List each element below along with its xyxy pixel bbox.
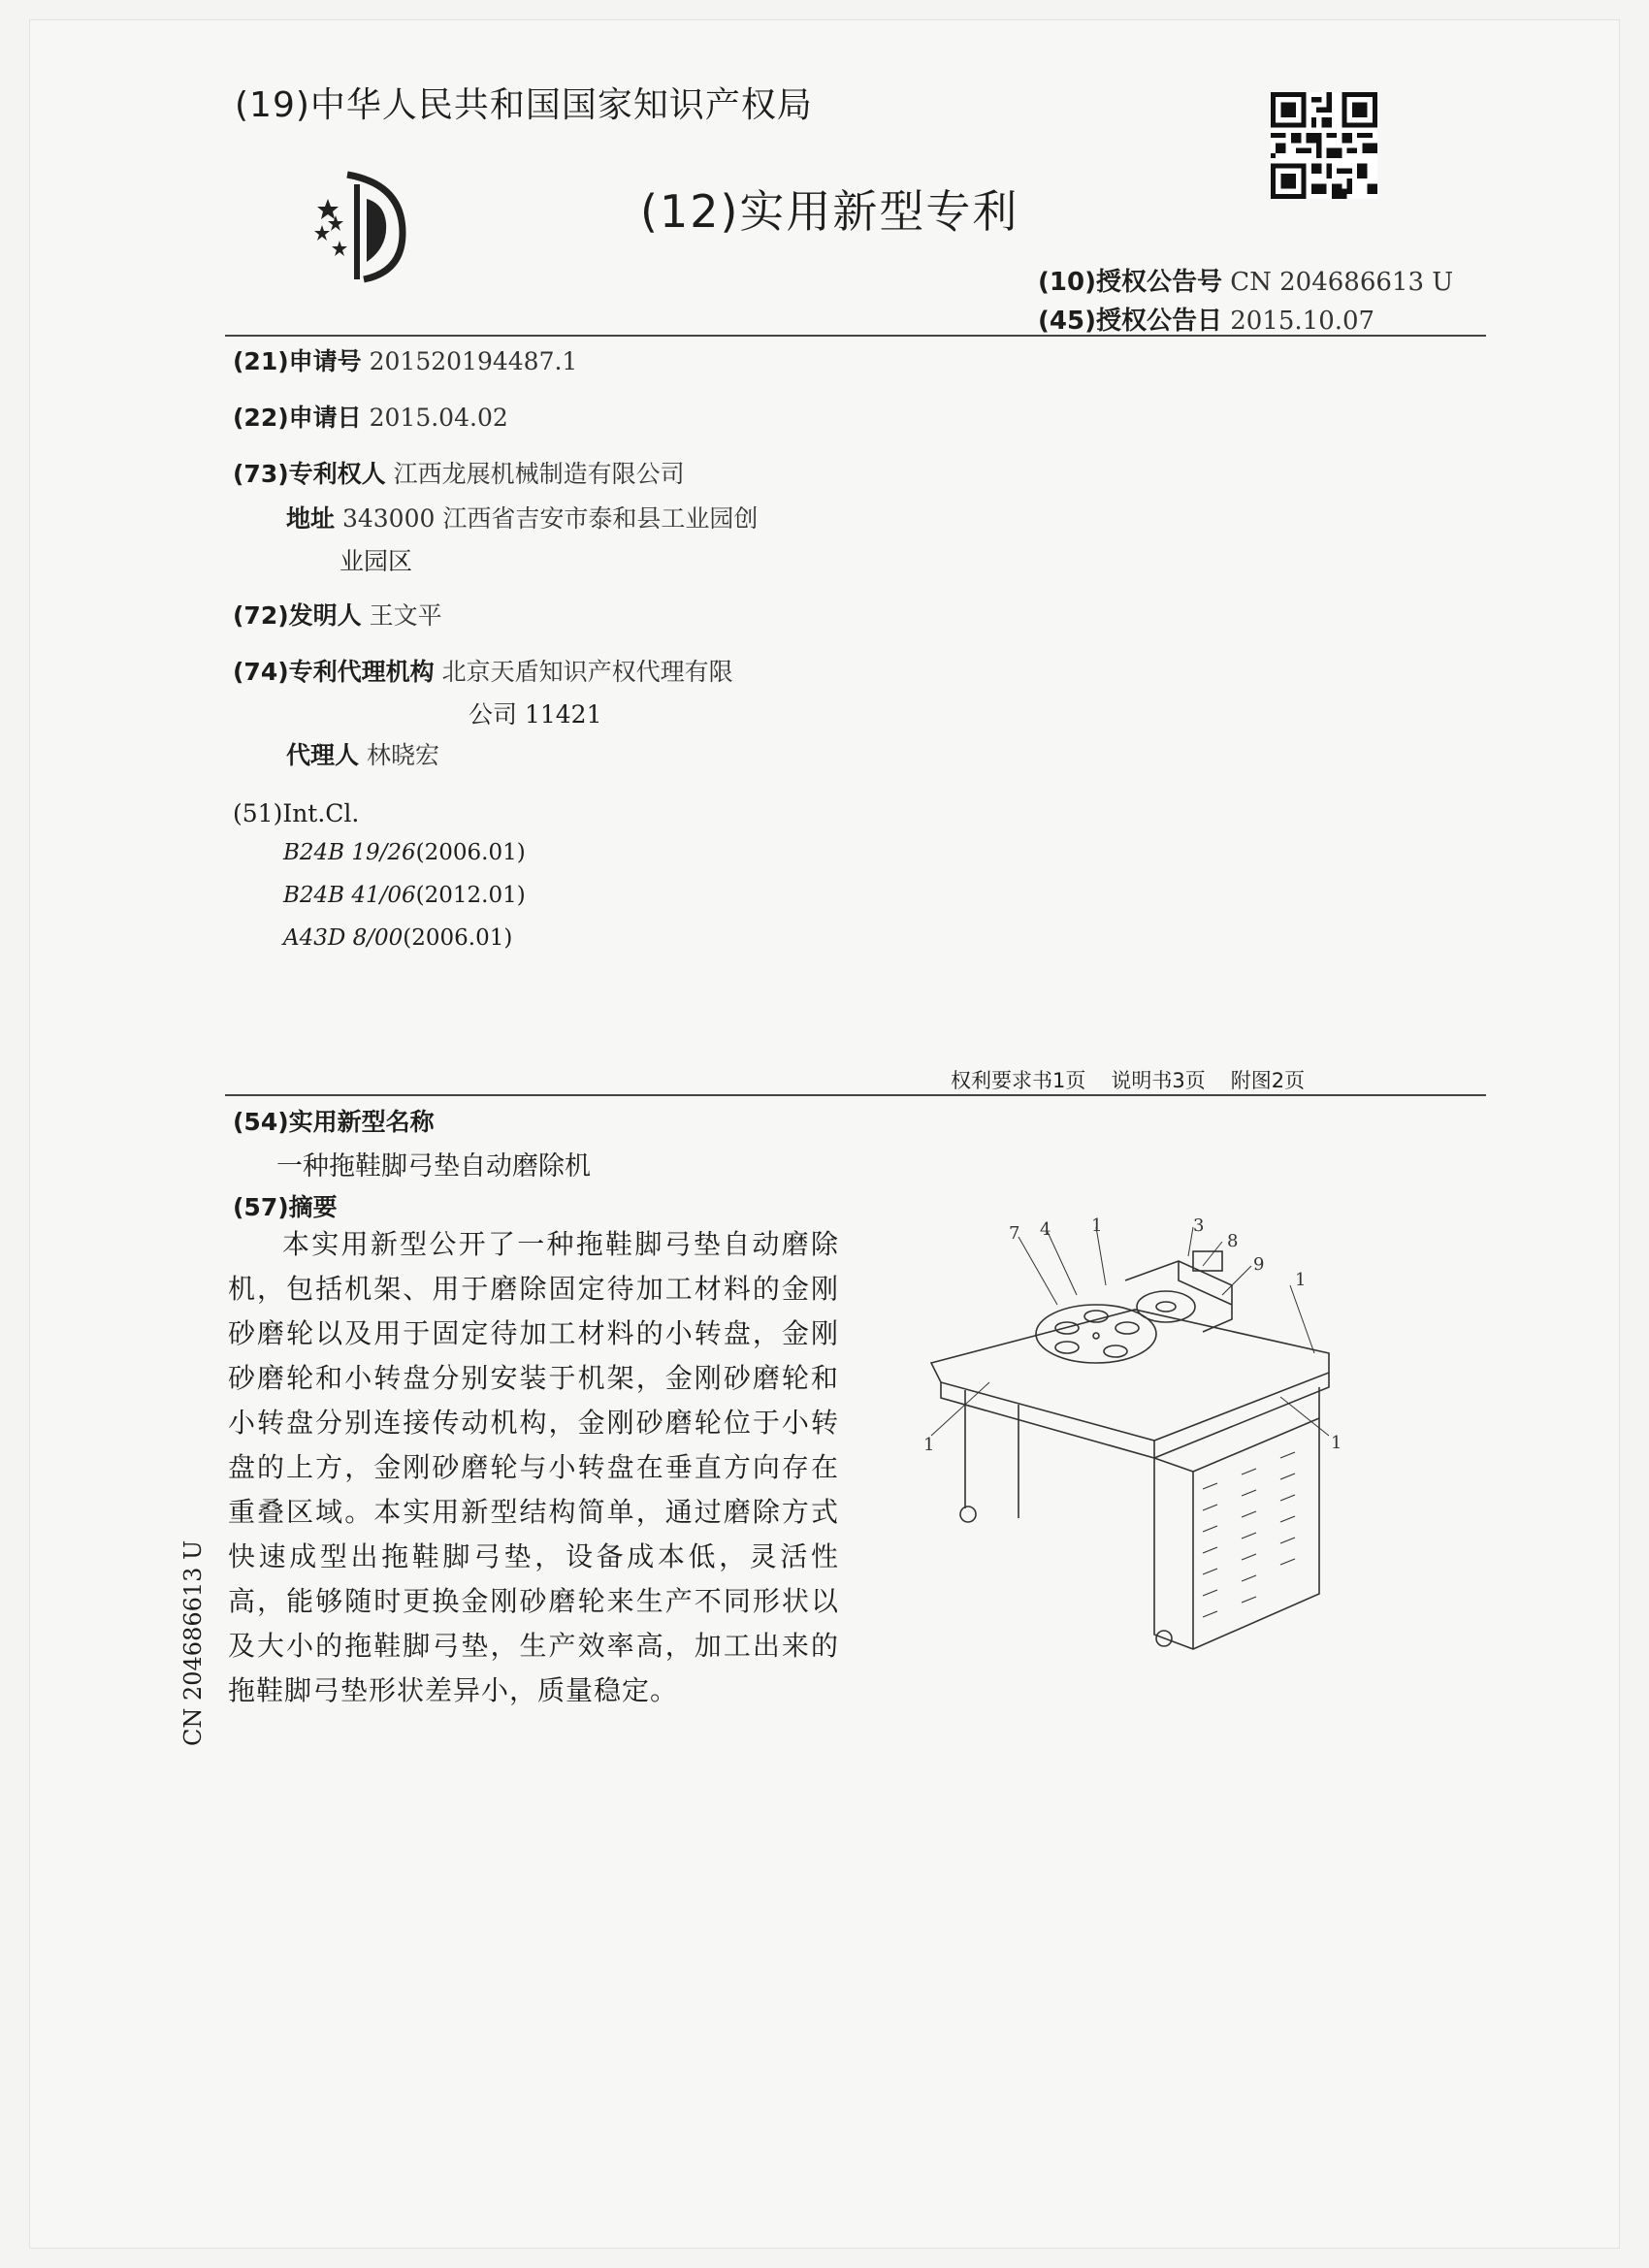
address-line-2: 业园区 <box>340 547 413 575</box>
inventor-row <box>233 599 442 632</box>
figure-label: 4 <box>1040 1219 1051 1240</box>
inventor-label: (72)发明人 <box>233 601 362 630</box>
agency-line-2: 公司 11421 <box>469 700 602 729</box>
application-number-row <box>233 345 577 378</box>
application-number: 201520194487.1 <box>369 347 578 375</box>
patentee-row <box>233 458 685 491</box>
qr-code-icon <box>1271 92 1377 199</box>
cnipa-logo-icon <box>310 155 417 286</box>
abstract-text: 本实用新型公开了一种拖鞋脚弓垫自动磨除机，包括机架、用于磨除固定待加工材料的金刚砂磨轮以及用于固定待加工材料的小转盘，金刚砂磨轮和小转盘分别安装于机架，金刚砂磨轮和小转盘分别连接传动机构，金刚砂磨轮位于小转盘的上方，金刚砂磨轮与小转盘在垂直方向存在重叠区域。本实用新型结构简单，通过磨除方式快速成型出拖鞋脚弓垫，设备成本低，灵活性高，能够随时更换金刚砂磨轮来生产不同形状以及大小的拖鞋脚弓垫，生产效率高，加工出来的拖鞋脚弓垫形状差异小，质量稳定。 <box>228 1228 839 1706</box>
agent-row <box>286 739 439 772</box>
ipc-code-row <box>283 840 526 865</box>
patentee: 江西龙展机械制造有限公司 <box>393 460 685 488</box>
drawing-pages: 附图2页 <box>1230 1069 1306 1092</box>
application-number-label: (21)申请号 <box>233 347 362 375</box>
publication-number-row <box>1038 262 1453 298</box>
inventor: 王文平 <box>369 601 442 630</box>
agency-line-1: 北京天盾知识产权代理有限 <box>441 658 733 686</box>
publication-number-label: (10)授权公告号 <box>1038 268 1222 297</box>
divider <box>225 335 1486 337</box>
address-row <box>286 502 758 535</box>
application-date-row <box>233 402 508 435</box>
agent: 林晓宏 <box>366 741 439 769</box>
figure-label: 1 <box>923 1435 935 1455</box>
divider <box>225 1094 1486 1096</box>
ipc-code: B24B 41/06 <box>283 883 416 908</box>
side-publication-number: CN 204686613 U <box>179 1539 207 1746</box>
publication-date-label: (45)授权公告日 <box>1038 307 1222 336</box>
description-pages: 说明书3页 <box>1111 1069 1206 1092</box>
ipc-code-row <box>283 925 512 951</box>
patentee-label: (73)专利权人 <box>233 460 386 488</box>
abstract-label: (57)摘要 <box>233 1193 338 1221</box>
application-date: 2015.04.02 <box>369 404 508 432</box>
ipc-code-row <box>283 883 526 908</box>
agency-row <box>233 656 733 689</box>
patent-title: 一种拖鞋脚弓垫自动磨除机 <box>276 1151 591 1182</box>
figure-label: 1 <box>1091 1215 1103 1236</box>
ipc-code: B24B 19/26 <box>283 840 416 865</box>
document-type: (12)实用新型专利 <box>640 185 1019 238</box>
figure-label: 8 <box>1227 1231 1239 1251</box>
agency-label: (74)专利代理机构 <box>233 658 435 686</box>
figure-label: 1 <box>1295 1270 1307 1290</box>
page-count-row <box>951 1065 1330 1094</box>
figure-label: 3 <box>1193 1215 1205 1236</box>
figure-label: 7 <box>1009 1223 1020 1244</box>
ipc-code: A43D 8/00 <box>283 925 404 951</box>
publication-date: 2015.10.07 <box>1230 307 1375 336</box>
publication-date-row <box>1038 301 1374 337</box>
application-date-label: (22)申请日 <box>233 404 362 432</box>
title-label: (54)实用新型名称 <box>233 1108 435 1136</box>
publication-number: CN 204686613 U <box>1230 268 1454 297</box>
agent-label: 代理人 <box>286 741 360 769</box>
address-line-1: 343000 江西省吉安市泰和县工业园创 <box>341 504 759 533</box>
figure-label: 9 <box>1253 1254 1265 1275</box>
ipc-year: (2012.01) <box>415 883 526 908</box>
claims-pages: 权利要求书1页 <box>951 1069 1086 1092</box>
machine-drawing <box>912 1215 1387 1664</box>
figure-label: 1 <box>1331 1433 1342 1453</box>
ipc-year: (2006.01) <box>415 840 526 865</box>
office-name: (19)中华人民共和国国家知识产权局 <box>235 85 813 125</box>
int-cl-label: (51)Int.Cl. <box>233 799 360 827</box>
ipc-year: (2006.01) <box>403 925 513 951</box>
address-label: 地址 <box>286 504 336 533</box>
